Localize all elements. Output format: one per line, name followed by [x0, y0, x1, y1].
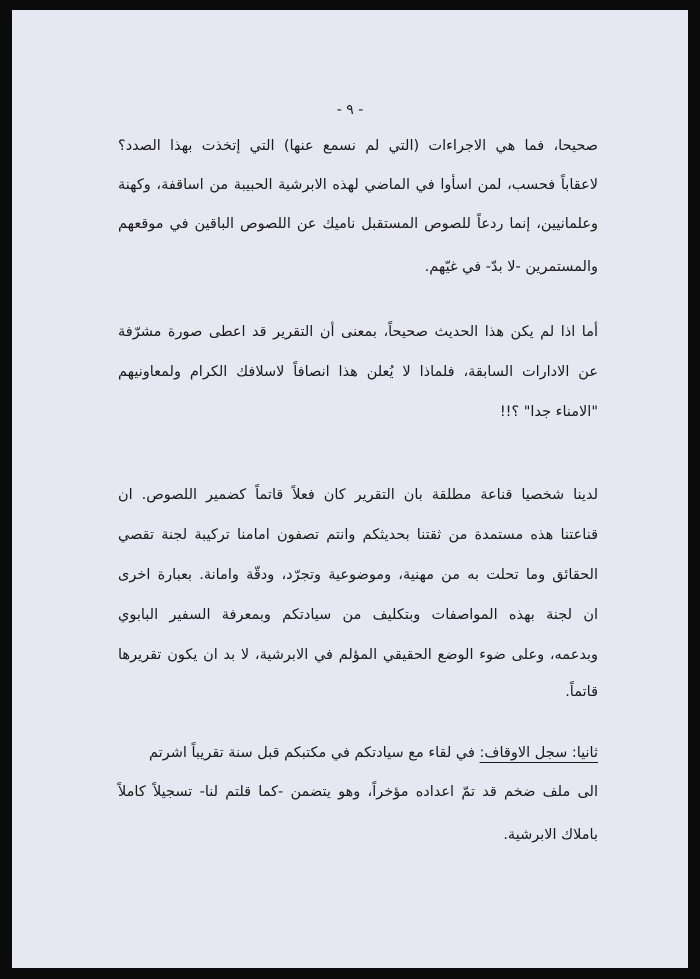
section-heading: ثانيا: سجل الاوقاف: [479, 745, 598, 761]
text-line: صحيحا، فما هي الاجراءات (التي لم نسمع عنها) التي إتخذت بهذا الصدد؟ [118, 138, 598, 154]
text-line: باملاك الابرشية. [503, 827, 598, 843]
text-span: في لقاء مع سيادتكم في مكتبكم قبل سنة تقريباً اشرتم [149, 745, 480, 761]
text-line: ان لجنة بهذه المواصفات وبتكليف من سيادتكم وبمعرفة السفير البابوي [118, 607, 598, 623]
text-line: قاتماً. [565, 684, 598, 700]
text-line: قناعتنا هذه مستمدة من ثقتنا بحديثكم وانتم تصفون امامنا تركيبة لجنة تقصي [118, 527, 598, 543]
document-page [12, 10, 688, 968]
text-line: والمستمرين -لا بدّ- في غيّهم. [424, 259, 598, 275]
text-line: عن الادارات السابقة، فلماذا لا يُعلن هذا انصافاً لاسلافك الكرام ولمعاونيهم [118, 364, 598, 380]
text-line: لدينا شخصيا قناعة مطلقة بان التقرير كان فعلاً قاتماً كضمير اللصوص. ان [118, 487, 598, 503]
text-line: الى ملف ضخم قد تمّ اعداده مؤخراً، وهو يتضمن -كما قلتم لنا- تسجيلاً كاملاً [118, 784, 598, 800]
text-line: "الامناء جدا" ؟!! [499, 404, 598, 420]
page-number: - ٩ - [336, 102, 364, 118]
text-line: وبدعمه، وعلى ضوء الوضع الحقيقي المؤلم في الابرشية، لا بد ان يكون تقريرها [118, 647, 598, 663]
text-line: وعلمانيين، إنما ردعاً للصوص المستقبل ناميك عن اللصوص الباقين في موقعهم [118, 216, 598, 232]
text-line: الحقائق وما تحلت به من مهنية، وموضوعية وتجرّد، ودقّة وامانة. بعبارة اخرى [118, 567, 598, 583]
text-line [118, 745, 598, 761]
text-line: لاعقاباً فحسب، لمن اسأوا في الماضي لهذه الابرشية الحبيبة من اساقفة، وكهنة [118, 177, 598, 193]
text-line: أما اذا لم يكن هذا الحديث صحيحاً، بمعنى أن التقرير قد اعطى صورة مشرّفة [118, 324, 598, 340]
